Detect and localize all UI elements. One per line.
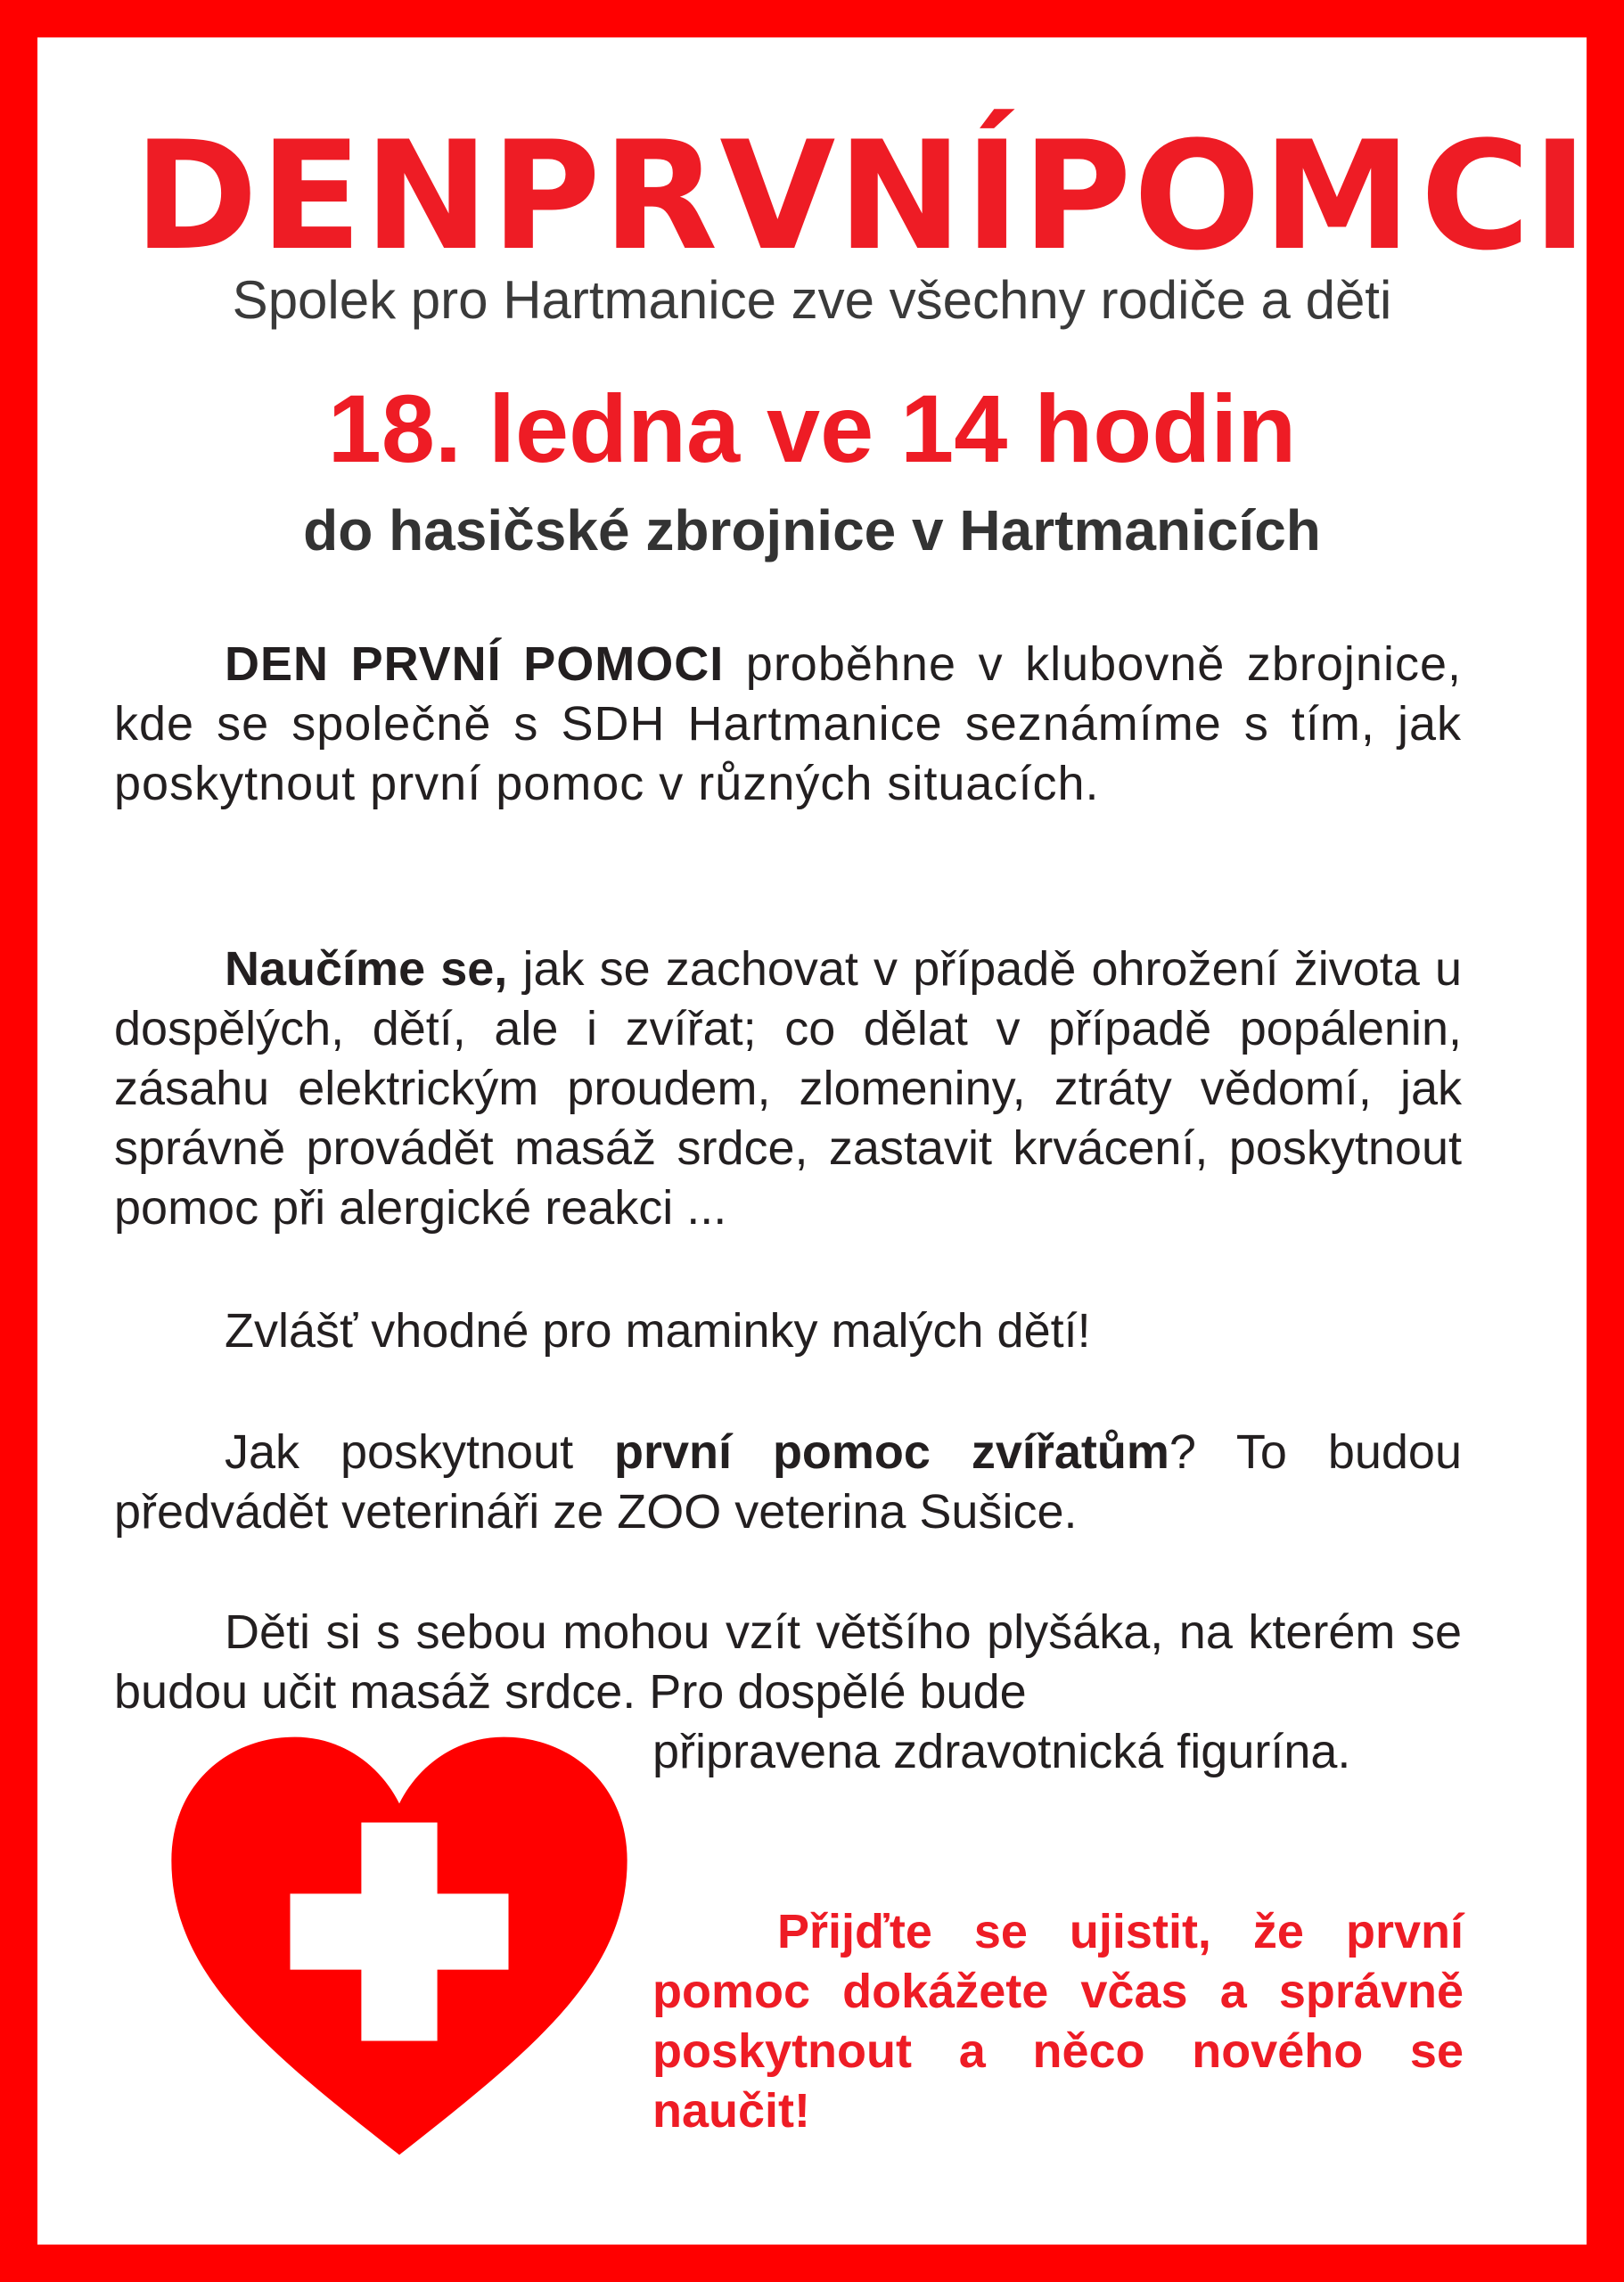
title-word-pom: POM <box>1021 109 1414 283</box>
learn-bold: Naučíme se, <box>225 942 508 996</box>
plush-text-b: připravena zdravotnická figurína. <box>652 1725 1351 1778</box>
paragraph-intro <box>114 635 1462 814</box>
plush-text-a: Děti si s sebou mohou vzít většího plyšáka, na kterém se budou učit masáž srdce. Pro dospělé bude <box>114 1605 1462 1719</box>
call-to-action <box>652 1902 1464 2141</box>
event-date: 18. ledna ve 14 hodin <box>327 374 1297 482</box>
title-word-ci: CI <box>1420 109 1590 283</box>
event-venue: do hasičské zbrojnice v Hartmanicích <box>303 498 1321 562</box>
cta-text: Přijďte se ujistit, že první pomoc dokážete včas a správně poskytnout a něco nového se naučit! <box>652 1905 1464 2138</box>
paragraph-learn <box>114 940 1462 1238</box>
heart-cross-icon <box>157 1728 642 2164</box>
animals-text-b: ? To budou předvádět veterináři ze ZOO veterina Sušice. <box>114 1425 1462 1539</box>
intro-text: proběhne v klubovně zbrojnice, kde se společně s SDH Hartmanice seznámíme s tím, jak poskytnout první pomoc v různých situacích. <box>114 637 1462 810</box>
subtitle: Spolek pro Hartmanice zve všechny rodiče a děti <box>232 270 1392 330</box>
paragraph-mothers <box>114 1301 1462 1361</box>
paragraph-animals <box>114 1423 1462 1542</box>
mothers-text: Zvlášť vhodné pro maminky malých dětí! <box>225 1304 1091 1358</box>
poster-title <box>134 107 1590 285</box>
animals-text-a: Jak poskytnout <box>225 1425 615 1479</box>
animals-bold: první pomoc zvířatům <box>614 1425 1169 1479</box>
title-word-prvni: PRVNÍ <box>490 109 1022 283</box>
learn-text: jak se zachovat v případě ohrožení života u dospělých, dětí, ale i zvířat; co dělat v případě popálenin, zásahu elektrickým proudem, zlomeniny, ztráty vědomí, jak správně provádět masáž srdce, zastavit krvácení, poskytnout pomoc při alergické reakci ... <box>114 942 1463 1235</box>
intro-bold: DEN PRVNÍ POMOCI <box>225 637 725 691</box>
title-word-den: DEN <box>134 109 491 283</box>
